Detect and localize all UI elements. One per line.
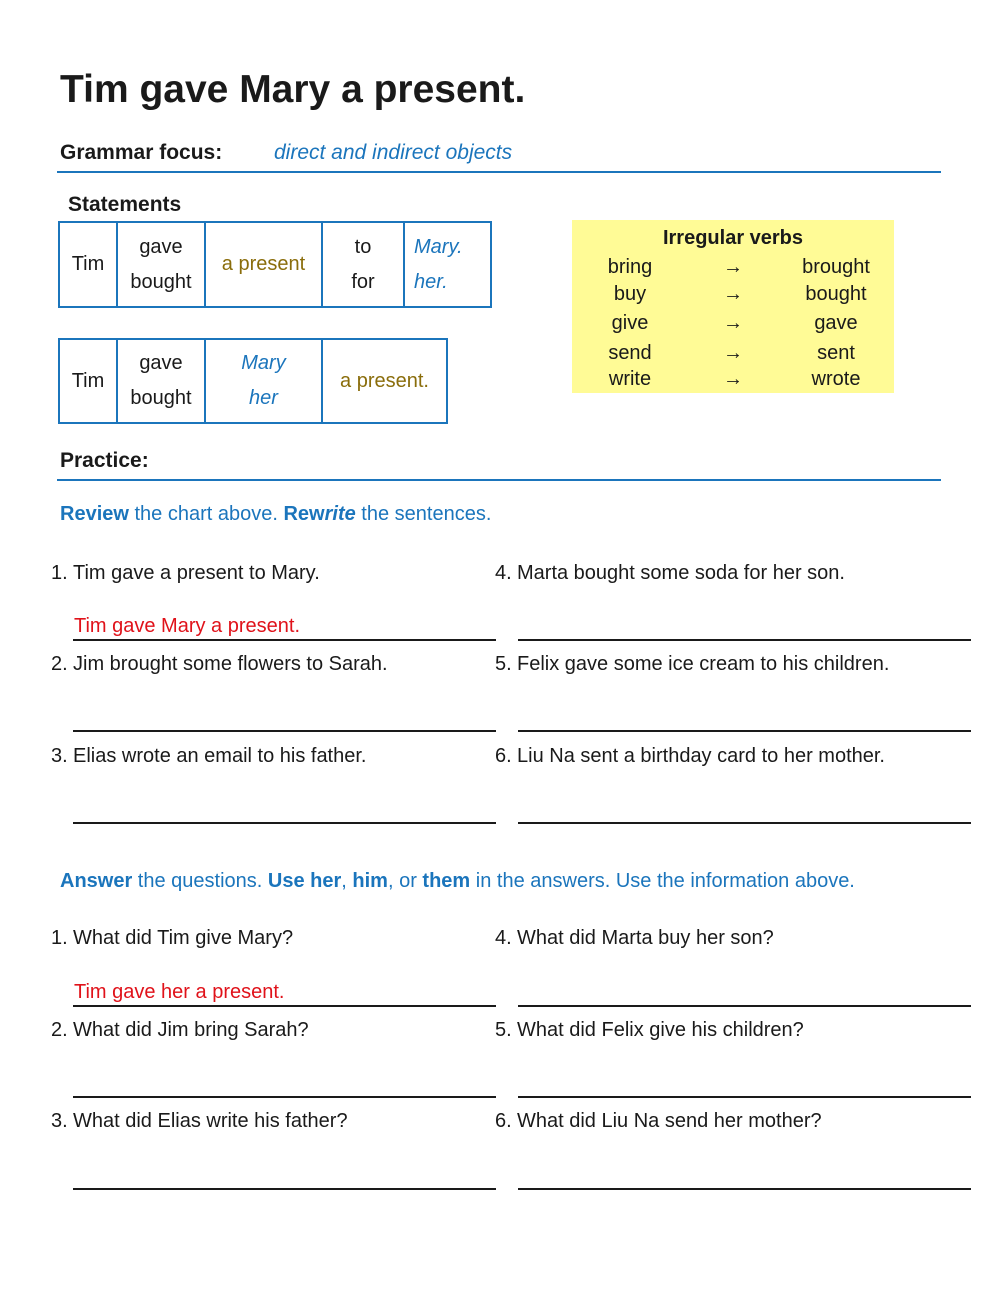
question-answer-line-5[interactable] bbox=[518, 1096, 971, 1098]
table1-verb-bought: bought bbox=[130, 270, 192, 293]
arrow-icon: → bbox=[723, 256, 743, 278]
table2-verbs bbox=[117, 339, 205, 423]
instr-him: him bbox=[352, 870, 388, 892]
table2-verb-gave: gave bbox=[139, 352, 183, 374]
statements-heading: Statements bbox=[68, 193, 182, 216]
practice-heading: Practice: bbox=[60, 449, 149, 472]
verb-base: send bbox=[608, 342, 652, 364]
verb-past: wrote bbox=[811, 368, 861, 390]
table2-indirect-mary: Mary bbox=[241, 352, 286, 374]
irregular-verbs-box bbox=[572, 220, 894, 393]
question-answer-line-1[interactable] bbox=[73, 1005, 496, 1007]
verb-past: brought bbox=[802, 256, 870, 278]
answer-line-2[interactable] bbox=[73, 730, 496, 732]
irregular-verbs-title: Irregular verbs bbox=[662, 227, 804, 249]
page-title: Tim gave Mary a present. bbox=[60, 68, 526, 111]
verb-base: buy bbox=[613, 283, 647, 305]
table1-indirect-objects bbox=[404, 222, 491, 307]
statements-table-2 bbox=[58, 338, 448, 424]
verb-row bbox=[572, 312, 894, 340]
header-divider bbox=[57, 171, 941, 173]
grammar-focus-value: direct and indirect objects bbox=[274, 141, 513, 164]
arrow-icon: → bbox=[723, 342, 743, 364]
table2-indirect-objects bbox=[205, 339, 322, 423]
answer-line-5[interactable] bbox=[518, 730, 971, 732]
instr-review: Review bbox=[60, 503, 129, 525]
instr-rite: rite bbox=[324, 503, 356, 525]
table1-prep-for: for bbox=[351, 270, 375, 293]
arrow-icon: → bbox=[723, 368, 743, 390]
verb-base: give bbox=[611, 312, 649, 334]
arrow-icon: → bbox=[723, 283, 743, 305]
answer-instructions: Answer the questions. Use her, him, or them in the answers. Use the information above. bbox=[60, 870, 855, 892]
instr-rew: Rew bbox=[283, 503, 325, 525]
verb-base: write bbox=[608, 368, 652, 390]
verb-past: bought bbox=[805, 283, 867, 305]
table2-indirect-her: her bbox=[249, 387, 278, 409]
verb-row bbox=[572, 368, 894, 396]
verb-row bbox=[572, 342, 894, 370]
table1-prep-to: to bbox=[354, 235, 372, 258]
answer-line-3[interactable] bbox=[73, 822, 496, 824]
table1-indirect-her: her. bbox=[414, 270, 448, 293]
instr-answer: Answer bbox=[60, 870, 133, 892]
table1-verb-gave: gave bbox=[139, 235, 183, 258]
answer-line-1[interactable] bbox=[73, 639, 496, 641]
table2-subject: Tim bbox=[59, 339, 117, 423]
question-answer-line-2[interactable] bbox=[73, 1096, 496, 1098]
table2-verb-bought: bought bbox=[130, 387, 192, 409]
question-answer-line-4[interactable] bbox=[518, 1005, 971, 1007]
rewrite-instructions: Review the chart above. Rewrite the sentences. bbox=[60, 503, 492, 525]
instr-them: them bbox=[422, 870, 471, 892]
verb-row bbox=[572, 256, 894, 284]
verb-base: bring bbox=[607, 256, 653, 278]
practice-divider bbox=[57, 479, 941, 481]
verb-past: gave bbox=[814, 312, 858, 334]
table1-verbs bbox=[117, 222, 205, 307]
statements-table-1 bbox=[58, 221, 492, 308]
table1-direct-object: a present bbox=[205, 222, 322, 307]
answer-line-6[interactable] bbox=[518, 822, 971, 824]
table1-indirect-mary: Mary. bbox=[414, 235, 463, 258]
question-answer-text-1[interactable]: Tim gave her a present. bbox=[74, 981, 285, 1003]
table1-prepositions bbox=[322, 222, 404, 307]
grammar-focus-label: Grammar focus: bbox=[60, 141, 223, 164]
instr-use-her: Use her bbox=[267, 870, 342, 892]
answer-text-1[interactable]: Tim gave Mary a present. bbox=[74, 615, 301, 637]
table2-direct-object: a present. bbox=[322, 339, 447, 423]
table1-subject: Tim bbox=[59, 222, 117, 307]
question-answer-line-6[interactable] bbox=[518, 1188, 971, 1190]
verb-past: sent bbox=[817, 342, 855, 364]
answer-line-4[interactable] bbox=[518, 639, 971, 641]
verb-row bbox=[572, 283, 894, 311]
arrow-icon: → bbox=[723, 312, 743, 334]
question-answer-line-3[interactable] bbox=[73, 1188, 496, 1190]
